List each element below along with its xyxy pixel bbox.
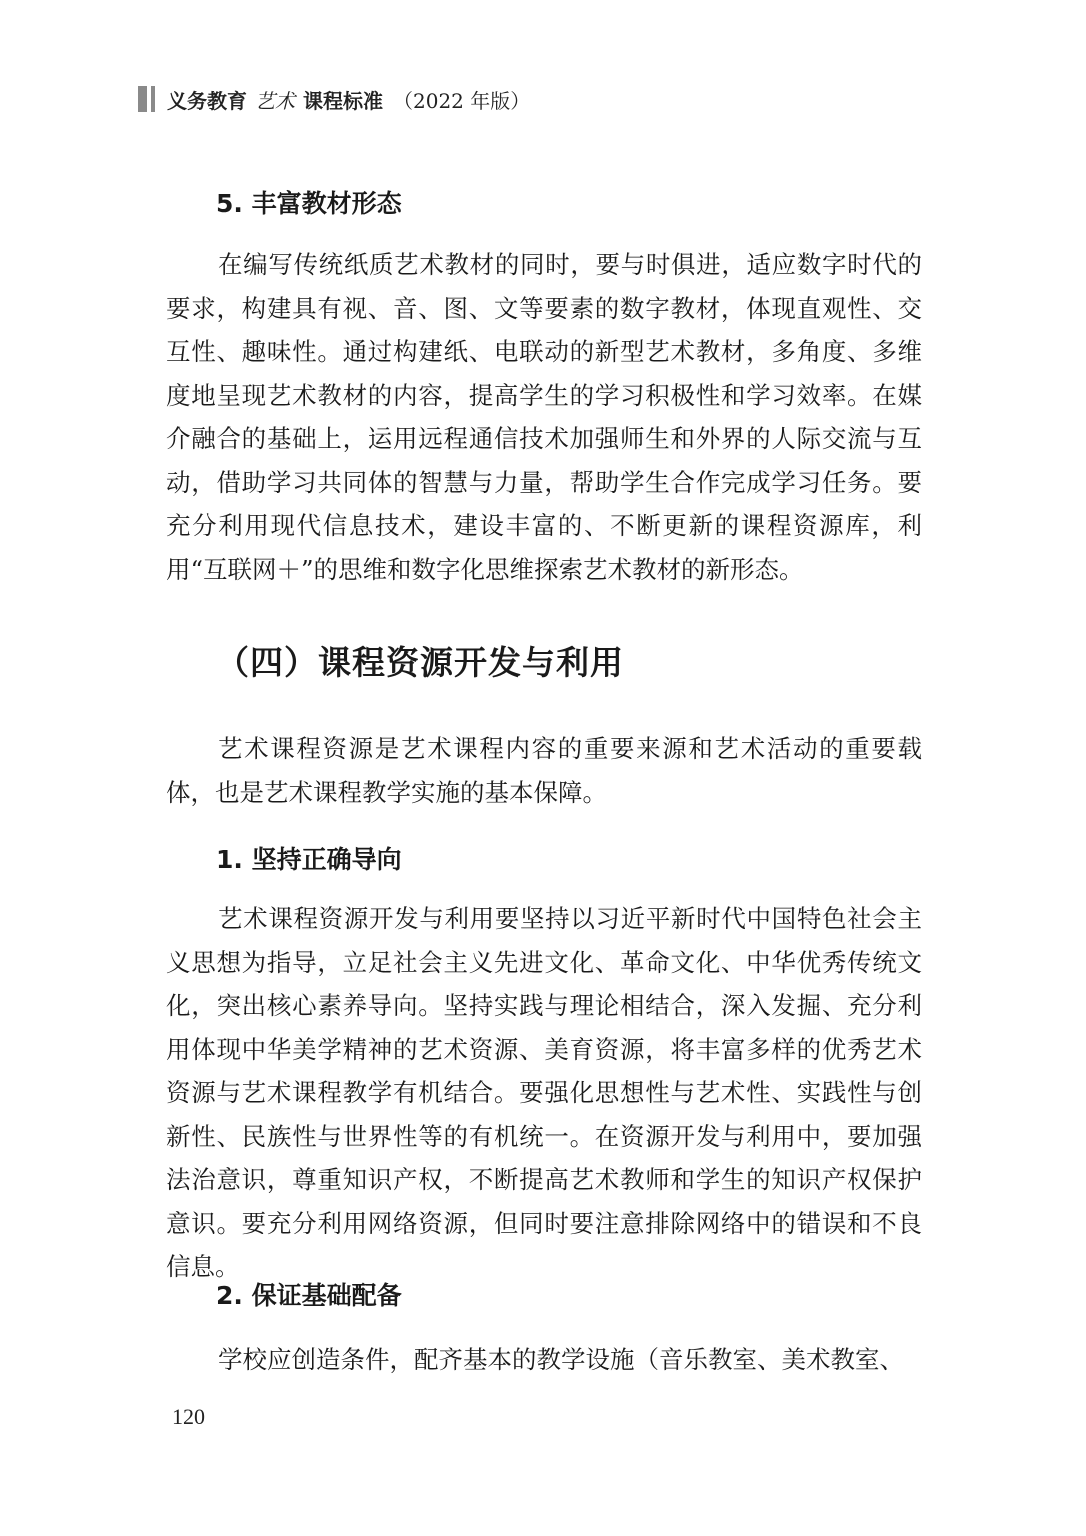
subsection-1-paragraph: 艺术课程资源开发与利用要坚持以习近平新时代中国特色社会主义思想为指导，立足社会主义先进文化、革命文化、中华优秀传统文化，突出核心素养导向。坚持实践与理论相结合，深入发掘、充分利用体现中华美学精神的艺术资源、美育资源，将丰富多样的优秀艺术资源与艺术课程教学有机结合。要强化思想性与艺术性、实践性与创新性、民族性与世界性等的有机统一。在资源开发与利用中，要加强法治意识，尊重知识产权，不断提高艺术教师和学生的知识产权保护意识。要充分利用网络资源，但同时要注意排除网络中的错误和不良信息。 <box>166 904 922 1281</box>
section-4-intro-paragraph: 艺术课程资源是艺术课程内容的重要来源和艺术活动的重要载体，也是艺术课程教学实施的基本保障。 <box>166 734 922 807</box>
header-title-suffix: 课程标准 <box>303 88 383 113</box>
subsection-5-paragraph: 在编写传统纸质艺术教材的同时，要与时俱进，适应数字时代的要求，构建具有视、音、图、文等要素的数字教材，体现直观性、交互性、趣味性。通过构建纸、电联动的新型艺术教材，多角度、多维度地呈现艺术教材的内容，提高学生的学习积极性和学习效率。在媒介融合的基础上，运用远程通信技术加强师生和外界的人际交流与互动，借助学习共同体的智慧与力量，帮助学生合作完成学习任务。要充分利用现代信息技术，建设丰富的、不断更新的课程资源库，利用“互联网＋”的思维和数字化思维探索艺术教材的新形态。 <box>166 250 922 584</box>
header-bar-marks <box>138 86 155 112</box>
running-header <box>138 84 530 114</box>
header-title-prefix: 义务教育 <box>167 88 247 113</box>
section-title-4: （四）课程资源开发与利用 <box>216 643 624 682</box>
subsection-heading-2: 2. 保证基础配备 <box>216 1281 402 1310</box>
subsection-heading-5: 5. 丰富教材形态 <box>216 189 402 218</box>
header-bar-thin <box>151 86 155 112</box>
subsection-2-paragraph: 学校应创造条件，配齐基本的教学设施（音乐教室、美术教室、 <box>218 1345 904 1374</box>
page-number: 120 <box>172 1404 205 1429</box>
header-bar-thick <box>138 86 147 112</box>
header-edition: （2022 年版） <box>393 88 531 113</box>
header-subject: 艺术 <box>255 88 295 113</box>
subsection-heading-1: 1. 坚持正确导向 <box>216 845 402 874</box>
